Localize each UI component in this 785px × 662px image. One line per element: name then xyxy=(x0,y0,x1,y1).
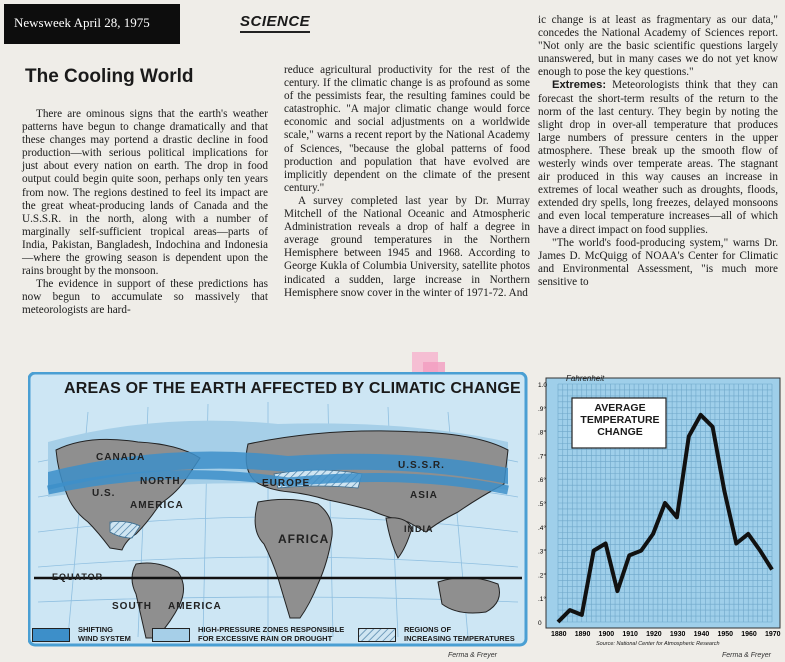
x-tick-label: 1920 xyxy=(646,631,662,638)
y-tick-label: .9° xyxy=(538,405,547,413)
col3-paragraph-2 xyxy=(538,79,778,236)
legend-swatch-wind xyxy=(32,628,70,642)
legend-temperature: REGIONS OF INCREASING TEMPERATURES xyxy=(404,625,515,643)
x-tick-label: 1880 xyxy=(551,631,567,638)
label-ussr: U.S.S.R. xyxy=(398,460,445,471)
x-tick-label: 1940 xyxy=(693,631,710,638)
x-tick-label: 1890 xyxy=(574,631,591,638)
column-2 xyxy=(284,64,530,300)
col3-paragraph-1: ic change is at least as fragmentary as our data," concedes the National Academy of Sciences report. "Not only are the basic scientific questions largely unanswered, but in many cases we do not yet know enough to pose the key questions." xyxy=(538,14,778,79)
climate-map xyxy=(28,372,528,650)
x-tick-label: 1970 xyxy=(765,631,781,638)
y-tick-label: .5° xyxy=(538,501,547,508)
legend-swatch-hatch xyxy=(358,628,396,642)
y-tick-label: .8° xyxy=(538,429,547,437)
label-north: NORTH xyxy=(140,476,181,487)
map-title: AREAS OF THE EARTH AFFECTED BY CLIMATIC CHANGE xyxy=(64,380,521,397)
label-south-america: AMERICA xyxy=(168,601,222,612)
y-tick-label: 1.0 xyxy=(538,382,548,389)
chart-unit-label: Fahrenheit xyxy=(566,374,605,383)
label-south: SOUTH xyxy=(112,601,152,612)
label-america: AMERICA xyxy=(130,500,184,511)
y-tick-label: .7° xyxy=(538,453,547,461)
legend-wind: SHIFTING WIND SYSTEM xyxy=(78,625,131,643)
col1-paragraph-2: The evidence in support of these predictions has now begun to accumulate so massively that meteorologists are hard- xyxy=(22,278,268,317)
x-tick-label: 1910 xyxy=(622,631,638,638)
map-credit: Ferma & Freyer xyxy=(448,652,498,659)
column-1 xyxy=(22,108,268,318)
label-africa: AFRICA xyxy=(278,532,330,546)
y-tick-label: .1° xyxy=(538,596,547,604)
subhead-extremes: Extremes: xyxy=(552,79,607,92)
y-tick-label: .3° xyxy=(538,548,547,556)
x-tick-label: 1900 xyxy=(598,631,615,638)
x-tick-label: 1930 xyxy=(669,631,686,638)
chart-credit: Ferma & Freyer xyxy=(722,652,772,659)
y-tick-label: .4° xyxy=(538,524,547,532)
label-asia: ASIA xyxy=(410,490,438,501)
article-headline: The Cooling World xyxy=(25,66,194,87)
column-3 xyxy=(538,14,778,289)
col2-paragraph-2: A survey completed last year by Dr. Murray Mitchell of the National Oceanic and Atmospheric Administration reveals a drop of half a degree in average ground temperatures in the Northern Hemisphere between 1945 and 1968. According to George Kukla of Columbia University, satellite photos indicated a sudden, large increase in Northern Hemisphere snow cover in the winter of 1971-72. And xyxy=(284,194,530,299)
label-india: INDIA xyxy=(404,524,434,534)
col3-paragraph-2-text: Meteorologists think that they can forecast the short-term results of the return to the norm of the last century. They begin by noting the slight drop in over-all temperature that produces large numbers of pressure centers in the upper atmosphere. These break up the smooth flow of westerly winds over temperate areas. The stagnant air produced in this way causes an increase in extremes of local weather such as droughts, floods, extended dry spells, long freezes, delayed monsoons and even local temperature increases—all of which have a direct impact on food supplies. xyxy=(538,79,778,236)
x-tick-label: 1950 xyxy=(717,631,734,638)
chart-source: Source: National Center for Atmospheric Research xyxy=(596,641,720,647)
label-canada: CANADA xyxy=(96,452,146,463)
label-equator: EQUATOR xyxy=(52,572,104,582)
legend-pressure: HIGH-PRESSURE ZONES RESPONSIBLE FOR EXCESSIVE RAIN OR DROUGHT xyxy=(198,625,345,643)
col2-paragraph-1: reduce agricultural productivity for the rest of the century. If the climatic change is as profound as some of the pessimists fear, the resulting famines could be catastrophic. "A major climatic change would force economic and social adjustments on a worldwide scale," warns a recent report by the National Academy of Sciences, "because the global patterns of food production and population that have evolved are implicitly dependent on the climate of the present century." xyxy=(284,64,530,194)
chart-title: AVERAGE TEMPERATURE CHANGE xyxy=(580,402,660,438)
y-tick-label: .2° xyxy=(538,572,547,580)
label-europe: EUROPE xyxy=(262,478,311,489)
section-header: SCIENCE xyxy=(240,13,310,33)
publication-tag: Newsweek April 28, 1975 xyxy=(4,4,180,44)
col3-paragraph-3: "The world's food-producing system," warns Dr. James D. McQuigg of NOAA's Center for Climatic and Environmental Assessment, "is much more sensitive to xyxy=(538,236,778,288)
y-tick-label: 0 xyxy=(538,620,542,627)
legend-swatch-pressure xyxy=(152,628,190,642)
col1-paragraph-1: There are ominous signs that the earth's weather patterns have begun to change dramatically and that these changes may portend a drastic decline in food production—with serious political implications for just about every nation on earth. The drop in food output could begin quite soon, perhaps only ten years from now. The regions destined to feel its impact are the great wheat-producing lands of Canada and the U.S.S.R. in the north, along with a number of marginally self-sufficient tropical areas—parts of India, Pakistan, Bangladesh, Indochina and Indonesia—where the growing season is dependent upon the rains brought by the monsoon. xyxy=(22,108,268,278)
x-tick-label: 1960 xyxy=(741,631,757,638)
australia-shape xyxy=(438,577,500,613)
y-tick-label: .6° xyxy=(538,477,547,485)
label-us: U.S. xyxy=(92,488,116,499)
